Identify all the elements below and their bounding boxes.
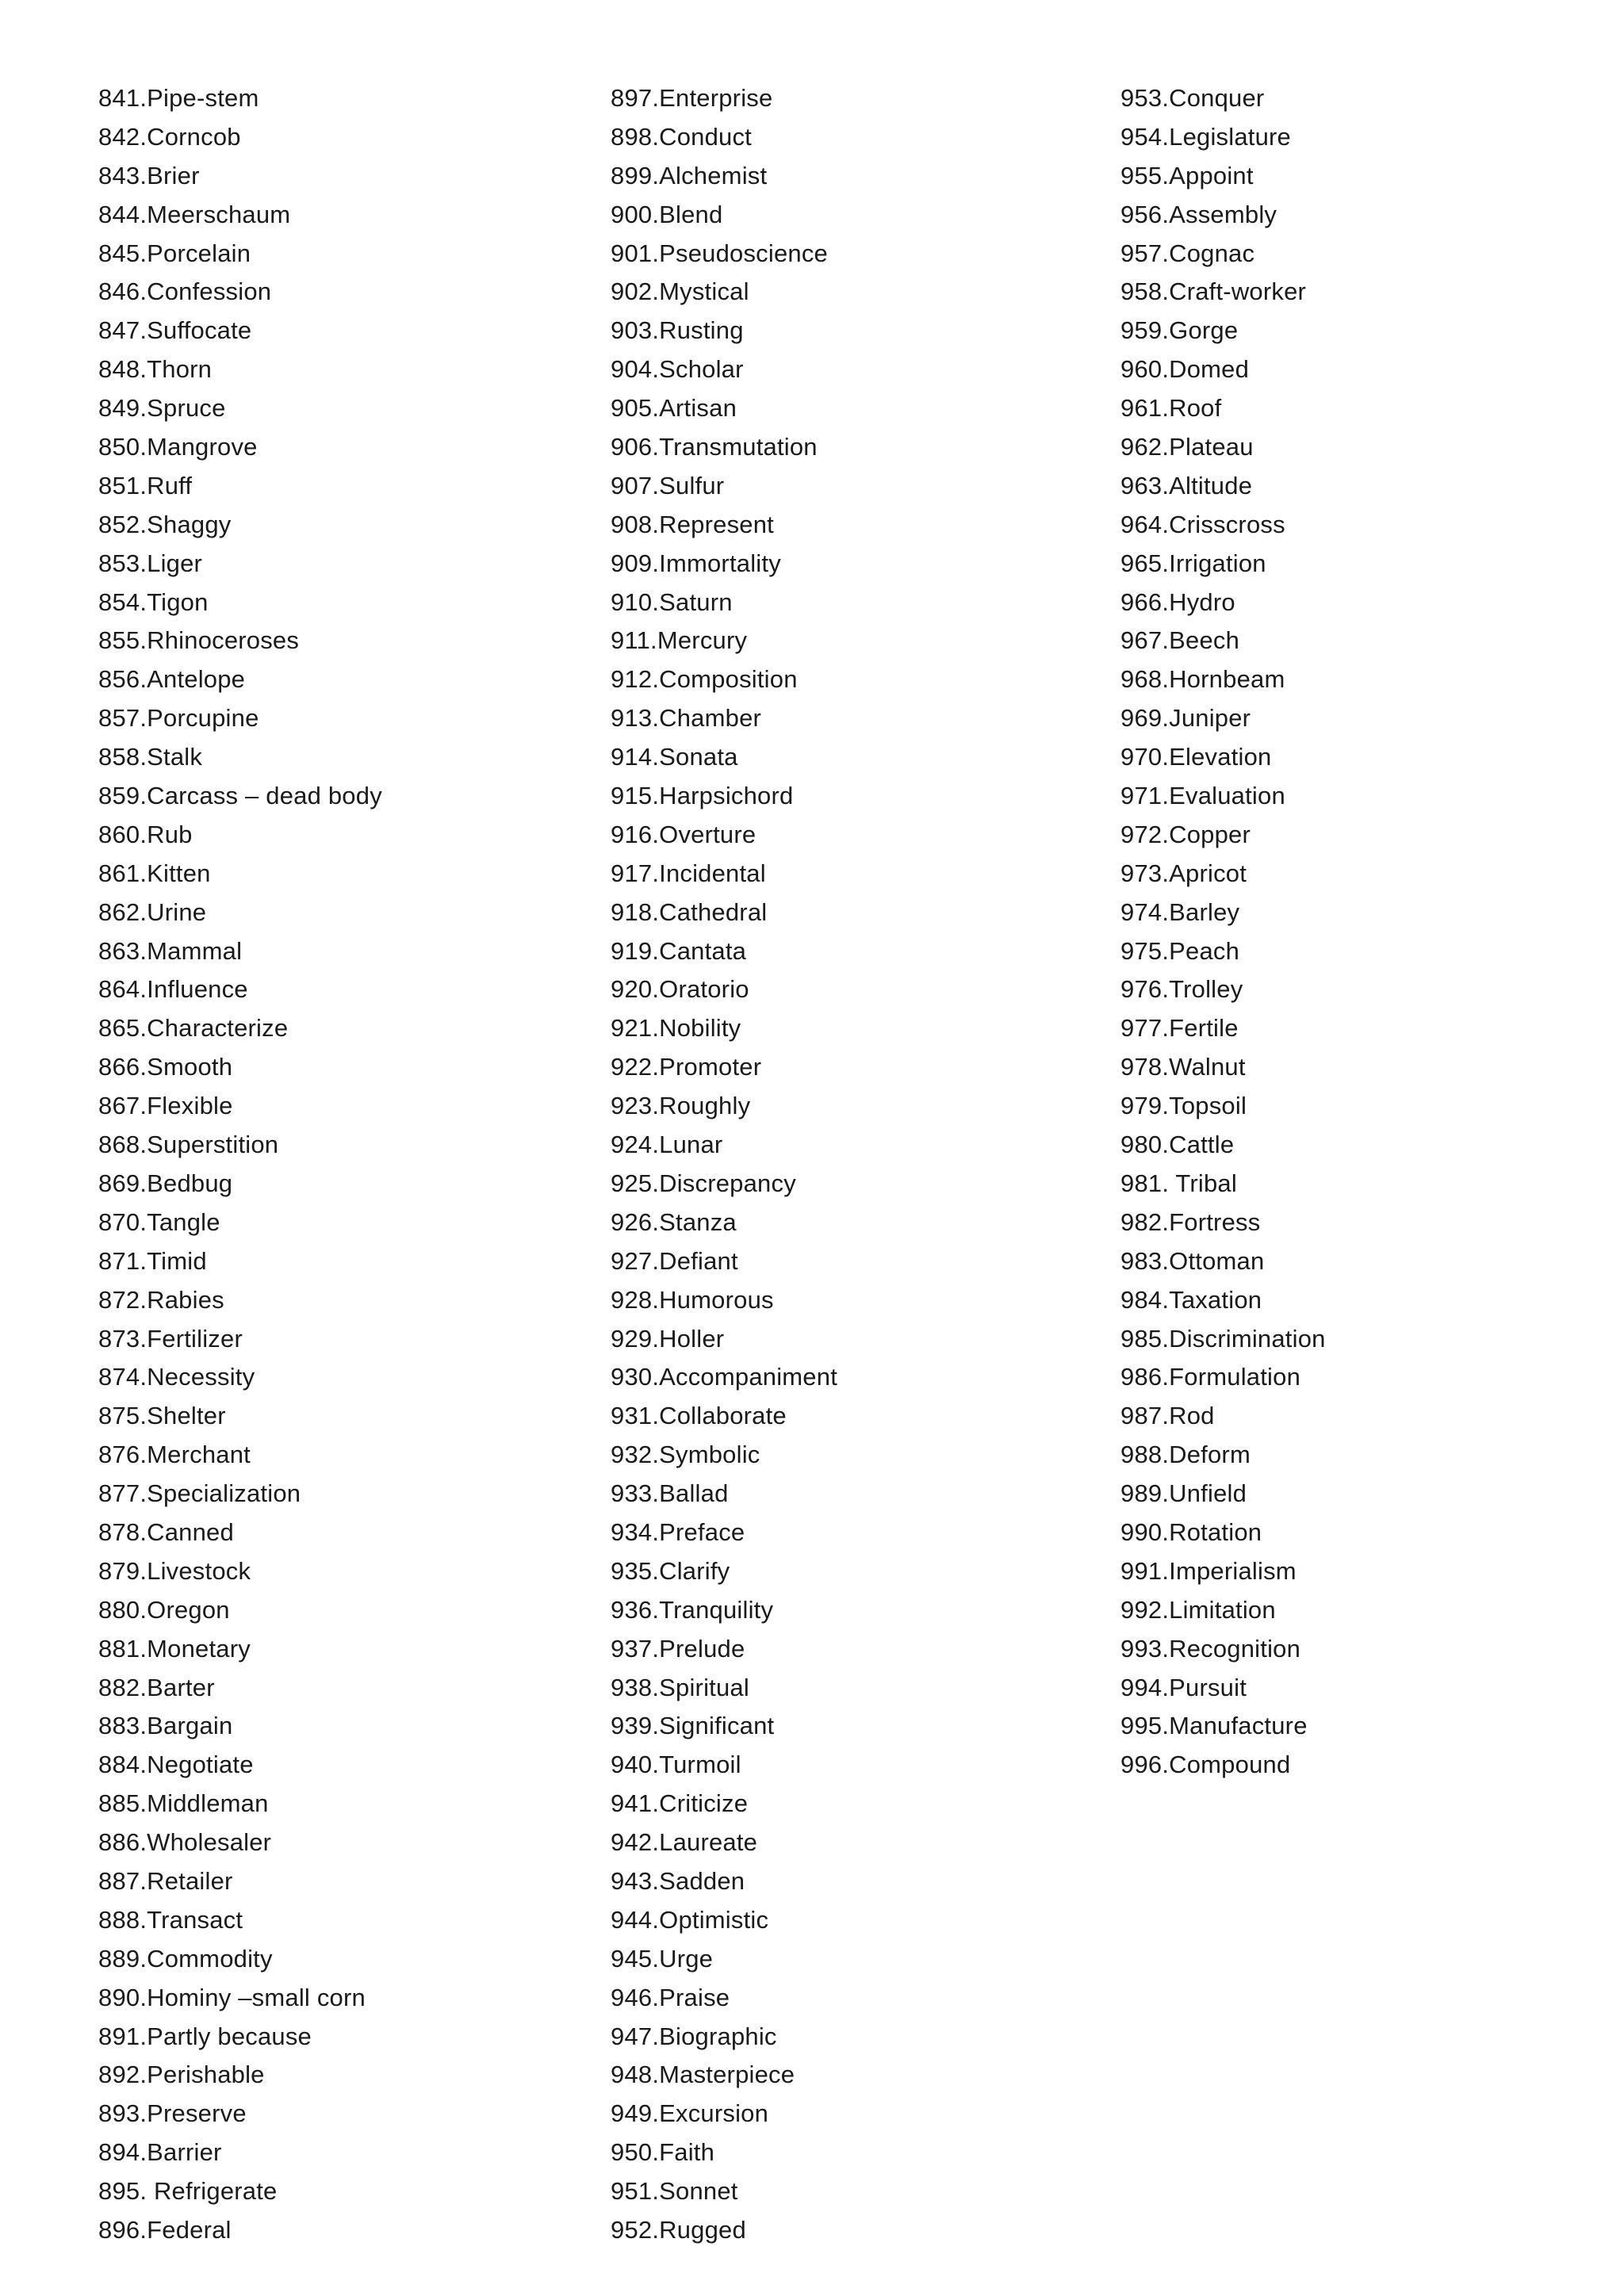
word-list-item: 841.Pipe-stem xyxy=(98,84,259,112)
word-list-item: 982.Fortress xyxy=(1120,1207,1261,1236)
word-list-item: 930.Accompaniment xyxy=(611,1363,838,1391)
word-list-item: 918.Cathedral xyxy=(611,897,768,926)
word-list-item: 968.Hornbeam xyxy=(1120,665,1285,694)
word-list-item: 991.Imperialism xyxy=(1120,1556,1297,1585)
word-list-item: 921.Nobility xyxy=(611,1014,741,1043)
word-list-item: 940.Turmoil xyxy=(611,1751,741,1779)
word-list-item: 978.Walnut xyxy=(1120,1053,1246,1081)
word-list-item: 946.Praise xyxy=(611,1983,730,2011)
word-list-item: 953.Conquer xyxy=(1120,84,1265,112)
word-list-item: 937.Prelude xyxy=(611,1634,745,1663)
word-list-item: 892.Perishable xyxy=(98,2061,265,2089)
word-list-item: 900.Blend xyxy=(611,200,723,228)
word-list-item: 902.Mystical xyxy=(611,277,749,306)
word-list-item: 990.Rotation xyxy=(1120,1517,1262,1546)
word-list-item: 986.Formulation xyxy=(1120,1363,1301,1391)
word-list-item: 950.Faith xyxy=(611,2138,715,2167)
word-list-item: 947.Biographic xyxy=(611,2022,777,2050)
word-list-item: 960.Domed xyxy=(1120,355,1250,384)
word-list-item: 861.Kitten xyxy=(98,859,211,887)
word-list-item: 869.Bedbug xyxy=(98,1169,233,1197)
word-list-item: 846.Confession xyxy=(98,277,272,306)
word-list-item: 962.Plateau xyxy=(1120,433,1254,461)
word-list-item: 952.Rugged xyxy=(611,2215,746,2244)
word-list-item: 945.Urge xyxy=(611,1944,714,1973)
word-list-item: 979.Topsoil xyxy=(1120,1092,1247,1120)
word-list-item: 989.Unfield xyxy=(1120,1479,1247,1508)
word-list-item: 882.Barter xyxy=(98,1673,215,1701)
word-list-item: 973.Apricot xyxy=(1120,859,1247,887)
word-list-item: 876.Merchant xyxy=(98,1441,251,1469)
word-list-item: 901.Pseudoscience xyxy=(611,239,828,267)
word-list-item: 854.Tigon xyxy=(98,587,209,616)
word-list-item: 974.Barley xyxy=(1120,897,1240,926)
word-list-item: 915.Harpsichord xyxy=(611,782,794,810)
word-list-item: 964.Crisscross xyxy=(1120,510,1285,538)
word-list-item: 934.Preface xyxy=(611,1517,745,1546)
word-list-item: 842.Corncob xyxy=(98,122,241,151)
word-list-item: 865.Characterize xyxy=(98,1014,289,1043)
word-list-item: 984.Taxation xyxy=(1120,1285,1262,1314)
word-list-item: 928.Humorous xyxy=(611,1285,774,1314)
word-list-item: 886.Wholesaler xyxy=(98,1828,272,1857)
word-list-item: 941.Criticize xyxy=(611,1789,749,1818)
word-list-item: 903.Rusting xyxy=(611,316,744,345)
word-list-item: 887.Retailer xyxy=(98,1866,233,1895)
word-list-item: 873.Fertilizer xyxy=(98,1324,243,1353)
word-list-item: 911.Mercury xyxy=(611,626,748,655)
word-list-item: 935.Clarify xyxy=(611,1556,730,1585)
word-list-item: 955.Appoint xyxy=(1120,161,1254,189)
word-list-item: 877.Specialization xyxy=(98,1479,301,1508)
word-list-item: 874.Necessity xyxy=(98,1363,255,1391)
word-list-item: 920.Oratorio xyxy=(611,975,749,1004)
word-list-item: 893.Preserve xyxy=(98,2099,247,2128)
word-list-item: 888.Transact xyxy=(98,1905,243,1934)
word-list-item: 860.Rub xyxy=(98,820,193,848)
word-list-item: 944.Optimistic xyxy=(611,1905,769,1934)
word-list-item: 863.Mammal xyxy=(98,936,243,965)
word-list-item: 852.Shaggy xyxy=(98,510,232,538)
word-list-item: 988.Deform xyxy=(1120,1441,1251,1469)
word-list-item: 912.Composition xyxy=(611,665,798,694)
word-list-item: 913.Chamber xyxy=(611,704,762,733)
word-list-item: 905.Artisan xyxy=(611,394,737,423)
word-list-item: 867.Flexible xyxy=(98,1092,233,1120)
word-list-item: 872.Rabies xyxy=(98,1285,224,1314)
word-list-item: 891.Partly because xyxy=(98,2022,312,2050)
word-list-item: 959.Gorge xyxy=(1120,316,1239,345)
word-list-item: 958.Craft-worker xyxy=(1120,277,1307,306)
word-list-item: 871.Timid xyxy=(98,1246,207,1275)
word-list-item: 862.Urine xyxy=(98,897,207,926)
word-list-item: 908.Represent xyxy=(611,510,774,538)
word-list-item: 926.Stanza xyxy=(611,1207,737,1236)
word-list-item: 923.Roughly xyxy=(611,1092,751,1120)
word-list-item: 969.Juniper xyxy=(1120,704,1251,733)
word-list-item: 981. Tribal xyxy=(1120,1169,1237,1197)
word-list-item: 927.Defiant xyxy=(611,1246,738,1275)
word-list-item: 925.Discrepancy xyxy=(611,1169,796,1197)
word-list-item: 985.Discrimination xyxy=(1120,1324,1326,1353)
word-list-item: 938.Spiritual xyxy=(611,1673,749,1701)
word-list-item: 881.Monetary xyxy=(98,1634,251,1663)
word-list-item: 994.Pursuit xyxy=(1120,1673,1247,1701)
word-list-item: 909.Immortality xyxy=(611,549,781,577)
word-list-item: 849.Spruce xyxy=(98,394,226,423)
word-list-item: 848.Thorn xyxy=(98,355,213,384)
word-list-item: 971.Evaluation xyxy=(1120,782,1285,810)
word-list-item: 914.Sonata xyxy=(611,743,738,771)
word-list-item: 856.Antelope xyxy=(98,665,246,694)
word-list-item: 963.Altitude xyxy=(1120,471,1253,499)
word-list-item: 977.Fertile xyxy=(1120,1014,1239,1043)
word-list-item: 972.Copper xyxy=(1120,820,1251,848)
word-list-item: 858.Stalk xyxy=(98,743,203,771)
word-list-item: 995.Manufacture xyxy=(1120,1712,1308,1740)
word-list-item: 853.Liger xyxy=(98,549,203,577)
word-list-item: 916.Overture xyxy=(611,820,756,848)
word-list-column-2 xyxy=(611,79,837,2250)
word-list-item: 857.Porcupine xyxy=(98,704,259,733)
word-list-item: 924.Lunar xyxy=(611,1131,723,1159)
word-list-item: 843.Brier xyxy=(98,161,200,189)
word-list-item: 980.Cattle xyxy=(1120,1131,1235,1159)
word-list-item: 894.Barrier xyxy=(98,2138,222,2167)
word-list-column-3 xyxy=(1120,79,1326,1785)
word-list-item: 993.Recognition xyxy=(1120,1634,1301,1663)
word-list-item: 889.Commodity xyxy=(98,1944,273,1973)
word-list-item: 868.Superstition xyxy=(98,1131,279,1159)
word-list-item: 965.Irrigation xyxy=(1120,549,1266,577)
word-list-item: 951.Sonnet xyxy=(611,2177,738,2206)
word-list-item: 956.Assembly xyxy=(1120,200,1277,228)
word-list-item: 879.Livestock xyxy=(98,1556,251,1585)
word-list-item: 992.Limitation xyxy=(1120,1595,1276,1624)
word-list-item: 897.Enterprise xyxy=(611,84,773,112)
word-list-item: 898.Conduct xyxy=(611,122,752,151)
word-list-item: 996.Compound xyxy=(1120,1751,1291,1779)
word-list-item: 907.Sulfur xyxy=(611,471,725,499)
word-list-item: 936.Tranquility xyxy=(611,1595,774,1624)
word-list-item: 943.Sadden xyxy=(611,1866,745,1895)
word-list-item: 910.Saturn xyxy=(611,587,733,616)
word-list-item: 883.Bargain xyxy=(98,1712,233,1740)
word-list-item: 896.Federal xyxy=(98,2215,232,2244)
word-list-item: 917.Incidental xyxy=(611,859,766,887)
word-list-item: 961.Roof xyxy=(1120,394,1222,423)
word-list-item: 922.Promoter xyxy=(611,1053,762,1081)
word-list-item: 904.Scholar xyxy=(611,355,744,384)
word-list-item: 870.Tangle xyxy=(98,1207,220,1236)
word-list-item: 933.Ballad xyxy=(611,1479,729,1508)
word-list-item: 890.Hominy –small corn xyxy=(98,1983,366,2011)
word-list-item: 850.Mangrove xyxy=(98,433,258,461)
word-list-item: 929.Holler xyxy=(611,1324,725,1353)
word-list-item: 864.Influence xyxy=(98,975,248,1004)
word-list-item: 866.Smooth xyxy=(98,1053,233,1081)
word-list-item: 957.Cognac xyxy=(1120,239,1255,267)
word-list-item: 932.Symbolic xyxy=(611,1441,760,1469)
word-list-item: 851.Ruff xyxy=(98,471,193,499)
word-list-item: 884.Negotiate xyxy=(98,1751,254,1779)
word-list-item: 885.Middleman xyxy=(98,1789,269,1818)
word-list-item: 906.Transmutation xyxy=(611,433,818,461)
word-list-item: 967.Beech xyxy=(1120,626,1240,655)
word-list-item: 970.Elevation xyxy=(1120,743,1272,771)
word-list-item: 983.Ottoman xyxy=(1120,1246,1265,1275)
word-list-item: 919.Cantata xyxy=(611,936,747,965)
word-list-column-1 xyxy=(98,79,382,2250)
word-list-item: 966.Hydro xyxy=(1120,587,1235,616)
word-list-item: 976.Trolley xyxy=(1120,975,1243,1004)
word-list-item: 880.Oregon xyxy=(98,1595,230,1624)
word-list-item: 975.Peach xyxy=(1120,936,1240,965)
word-list-item: 931.Collaborate xyxy=(611,1402,787,1430)
word-list-item: 948.Masterpiece xyxy=(611,2061,795,2089)
word-list-item: 949.Excursion xyxy=(611,2099,769,2128)
word-list-item: 942.Laureate xyxy=(611,1828,758,1857)
word-list-item: 878.Canned xyxy=(98,1517,234,1546)
word-list-item: 845.Porcelain xyxy=(98,239,251,267)
word-list-item: 954.Legislature xyxy=(1120,122,1291,151)
word-list-item: 847.Suffocate xyxy=(98,316,252,345)
word-list-item: 855.Rhinoceroses xyxy=(98,626,300,655)
word-list-item: 859.Carcass – dead body xyxy=(98,782,382,810)
word-list-item: 875.Shelter xyxy=(98,1402,226,1430)
word-list-item: 987.Rod xyxy=(1120,1402,1215,1430)
word-list-item: 939.Significant xyxy=(611,1712,775,1740)
word-list-item: 899.Alchemist xyxy=(611,161,768,189)
word-list-item: 895. Refrigerate xyxy=(98,2177,278,2206)
word-list-item: 844.Meerschaum xyxy=(98,200,291,228)
